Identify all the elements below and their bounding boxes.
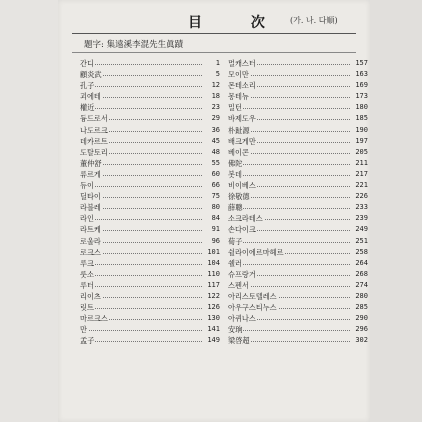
- toc-entry: [80, 313, 220, 324]
- toc-entry: [80, 191, 220, 202]
- toc-entry-name: 간디: [80, 59, 94, 68]
- toc-entry-page: 169: [355, 81, 368, 90]
- toc-entry-name: 손다이크: [228, 225, 256, 235]
- toc-entry-name: 비이베스: [228, 181, 256, 191]
- subtitle-rule: [72, 52, 356, 53]
- toc-entry: [80, 324, 220, 335]
- toc-entry: [80, 269, 220, 280]
- toc-entry-name: 딜타이: [80, 192, 101, 202]
- toc-entry: [228, 258, 368, 269]
- toc-entry-name: 데카르트: [80, 136, 108, 146]
- leader-dots: [228, 175, 350, 176]
- toc-entry-page: 157: [355, 59, 368, 67]
- toc-entry-page: 239: [355, 214, 368, 223]
- toc-entry-page: 5: [215, 70, 220, 79]
- leader-dots: [80, 186, 202, 187]
- toc-entry-page: 126: [207, 303, 220, 312]
- toc-entry: [228, 125, 368, 136]
- toc-entry: [80, 91, 220, 102]
- calligraphy-credit: 題字: 集遠溪李混先生眞蹟: [84, 40, 184, 50]
- toc-entry-name: 라인: [80, 214, 94, 224]
- toc-entry-name: 쉴라이에르마헤르: [228, 247, 284, 257]
- toc-entry-name: 佛陀: [228, 158, 243, 168]
- toc-entry: [80, 258, 220, 269]
- ordering-note: (가. 나. 다順): [290, 16, 338, 25]
- toc-entry-name: 權近: [80, 103, 95, 113]
- toc-entry-page: 217: [355, 169, 368, 178]
- toc-entry: [80, 147, 220, 158]
- toc-entry-name: 로크스: [80, 247, 101, 257]
- leader-dots: [80, 341, 202, 342]
- toc-entry: [80, 291, 220, 302]
- toc-entry-name: 룻소: [80, 269, 94, 279]
- toc-entry: [228, 80, 368, 91]
- toc-entry: [80, 280, 220, 291]
- toc-entry-name: 荀子: [228, 236, 243, 246]
- leader-dots: [228, 208, 350, 209]
- toc-entry: [80, 335, 220, 346]
- toc-entry: [228, 247, 368, 258]
- toc-entry-page: 29: [211, 114, 220, 123]
- toc-entry-page: 258: [355, 247, 368, 256]
- leader-dots: [80, 264, 202, 265]
- toc-entry-name: 徐敬德: [228, 192, 250, 202]
- leader-dots: [80, 308, 202, 309]
- toc-entry-name: 스펜서: [228, 280, 249, 290]
- toc-entry-name: 아리스토텔레스: [228, 291, 277, 301]
- toc-entry: [80, 158, 220, 169]
- toc-entry-name: 배크게만: [228, 136, 256, 146]
- toc-entry-name: 몬테소리: [228, 81, 256, 91]
- toc-entry-page: 84: [211, 214, 220, 223]
- toc-entry: [228, 180, 368, 191]
- toc-entry: [80, 224, 220, 235]
- page-gutter: [370, 0, 422, 422]
- toc-entry: [80, 302, 220, 313]
- toc-entry-name: 몽테뉴: [228, 92, 249, 102]
- toc-entry-name: 라블레: [80, 203, 101, 213]
- toc-entry-page: 280: [355, 291, 368, 300]
- toc-entry: [228, 69, 368, 80]
- toc-entry: [228, 269, 368, 280]
- toc-entry: [228, 213, 368, 224]
- toc-entry: [228, 280, 368, 291]
- toc-entry-name: 듕드로서: [80, 114, 108, 124]
- toc-entry-name: 밀턴: [228, 103, 242, 113]
- toc-entry: [80, 125, 220, 136]
- toc-entry-page: 104: [207, 258, 220, 267]
- toc-entry-name: 리이츠: [80, 291, 101, 301]
- toc-entry-name: 듀이: [80, 181, 94, 191]
- toc-entry-name: 소크라테스: [228, 214, 263, 224]
- page-title: 目 次: [188, 15, 287, 31]
- toc-entry-name: 나도르크: [80, 125, 108, 135]
- toc-entry: [228, 91, 368, 102]
- toc-entry-name: 라트케: [80, 225, 101, 235]
- toc-entry: [80, 247, 220, 258]
- toc-entry-name: 安珦: [228, 325, 243, 335]
- toc-entry-name: 봇데: [228, 169, 242, 179]
- toc-entry-page: 268: [355, 269, 368, 278]
- toc-entry: [228, 236, 368, 247]
- toc-entry: [228, 113, 368, 124]
- toc-entry-name: 도탈토리: [80, 147, 108, 157]
- toc-entry-name: 괴에테: [80, 92, 101, 102]
- toc-column-right: [228, 58, 368, 346]
- toc-entry-page: 18: [211, 92, 220, 101]
- toc-entry-page: 122: [207, 291, 220, 300]
- toc-entry-page: 197: [355, 136, 368, 145]
- toc-entry-page: 45: [211, 136, 220, 145]
- toc-entry-page: 226: [355, 192, 368, 201]
- toc-entry: [80, 136, 220, 147]
- toc-entry: [228, 202, 368, 213]
- leader-dots: [228, 242, 350, 243]
- toc-entry: [228, 324, 368, 335]
- toc-entry-page: 180: [355, 103, 368, 112]
- toc-entry: [80, 102, 220, 113]
- toc-entry-name: 쉘러: [228, 258, 242, 268]
- leader-dots: [80, 64, 202, 65]
- toc-entry: [228, 291, 368, 302]
- toc-entry-page: 117: [207, 280, 220, 289]
- toc-entry-page: 141: [207, 325, 220, 334]
- toc-entry-name: 마르크스: [80, 314, 108, 324]
- leader-dots: [80, 330, 202, 331]
- toc-entry-page: 1: [215, 59, 220, 67]
- leader-dots: [80, 219, 202, 220]
- toc-entry: [80, 180, 220, 191]
- toc-entry: [228, 335, 368, 346]
- toc-entry: [80, 213, 220, 224]
- toc-entry-page: 264: [355, 258, 368, 267]
- toc-entry-name: 薛聰: [228, 203, 243, 213]
- toc-entry-name: 梁啓超: [228, 336, 250, 346]
- toc-entry-page: 302: [355, 336, 368, 345]
- toc-entry: [80, 58, 220, 69]
- header-rule: [72, 33, 356, 34]
- toc-entry-name: 朴趾源: [228, 125, 250, 135]
- toc-entry-name: 董仲舒: [80, 158, 102, 168]
- toc-entry: [228, 224, 368, 235]
- toc-entry-name: 孟子: [80, 336, 95, 346]
- leader-dots: [228, 164, 350, 165]
- toc-column-left: [80, 58, 220, 346]
- toc-entry-page: 205: [355, 147, 368, 156]
- toc-entry: [80, 169, 220, 180]
- leader-dots: [80, 108, 202, 109]
- toc-entry-page: 249: [355, 225, 368, 234]
- toc-entry-name: 아우구스티누스: [228, 303, 277, 313]
- toc-entry-page: 96: [211, 236, 220, 245]
- toc-entry-page: 91: [211, 225, 220, 234]
- leader-dots: [228, 108, 350, 109]
- toc-entry: [80, 69, 220, 80]
- toc-entry: [228, 169, 368, 180]
- page-header: [58, 12, 370, 32]
- toc-entry-page: 251: [355, 236, 368, 245]
- toc-entry-page: 36: [211, 125, 220, 134]
- toc-entry: [228, 158, 368, 169]
- toc-entry-page: 163: [355, 70, 368, 79]
- toc-entry-page: 66: [211, 181, 220, 190]
- toc-entry-name: 류르게: [80, 169, 101, 179]
- toc-entry: [228, 136, 368, 147]
- toc-entry-name: 릿트: [80, 303, 94, 313]
- toc-entry-page: 149: [207, 336, 220, 345]
- toc-entry-page: 80: [211, 203, 220, 212]
- leader-dots: [228, 330, 350, 331]
- toc-entry-name: 아퀴나스: [228, 314, 256, 324]
- toc-entry-page: 296: [355, 325, 368, 334]
- toc-entry-page: 211: [355, 158, 368, 167]
- toc-entry: [228, 147, 368, 158]
- leader-dots: [80, 86, 202, 87]
- toc-entry-name: 로울라: [80, 236, 101, 246]
- toc-entry-name: 모이만: [228, 70, 249, 80]
- toc-entry-name: 멀캐스터: [228, 59, 256, 68]
- toc-entry: [228, 313, 368, 324]
- toc-entry-name: 루터: [80, 280, 94, 290]
- toc-entry-page: 221: [355, 181, 368, 190]
- toc-entry-page: 190: [355, 125, 368, 134]
- leader-dots: [228, 264, 350, 265]
- leader-dots: [80, 286, 202, 287]
- toc-entry-page: 130: [207, 314, 220, 323]
- toc-entry-page: 110: [207, 269, 220, 278]
- toc-entry-page: 60: [211, 169, 220, 178]
- toc-entry: [80, 113, 220, 124]
- toc-entry-page: 185: [355, 114, 368, 123]
- toc-entry-page: 101: [207, 247, 220, 256]
- toc-entry: [80, 80, 220, 91]
- toc-entry-name: 슈프랑거: [228, 269, 256, 279]
- toc-entry: [228, 102, 368, 113]
- toc-entry-name: 베이콘: [228, 147, 249, 157]
- toc-entry: [228, 302, 368, 313]
- leader-dots: [80, 275, 202, 276]
- toc-entry: [80, 202, 220, 213]
- toc-entry: [228, 58, 368, 69]
- toc-entry-name: 顧炎武: [80, 70, 102, 80]
- toc-entry-page: 274: [355, 280, 368, 289]
- toc-entry-page: 285: [355, 303, 368, 312]
- toc-entry: [80, 236, 220, 247]
- toc-entry-page: 75: [211, 192, 220, 201]
- toc-entry-page: 173: [355, 92, 368, 101]
- toc-entry-page: 55: [211, 158, 220, 167]
- toc-entry-page: 12: [211, 81, 220, 90]
- toc-entry-name: 孔子: [80, 81, 95, 91]
- toc-entry-page: 290: [355, 314, 368, 323]
- toc-entry: [228, 191, 368, 202]
- toc-entry-name: 만: [80, 325, 87, 335]
- toc-entry-name: 바제도우: [228, 114, 256, 124]
- toc-entry-name: 루크: [80, 258, 94, 268]
- toc-entry-page: 23: [211, 103, 220, 112]
- book-page: [58, 0, 370, 422]
- toc-entry-page: 48: [211, 147, 220, 156]
- toc-entry-page: 233: [355, 203, 368, 212]
